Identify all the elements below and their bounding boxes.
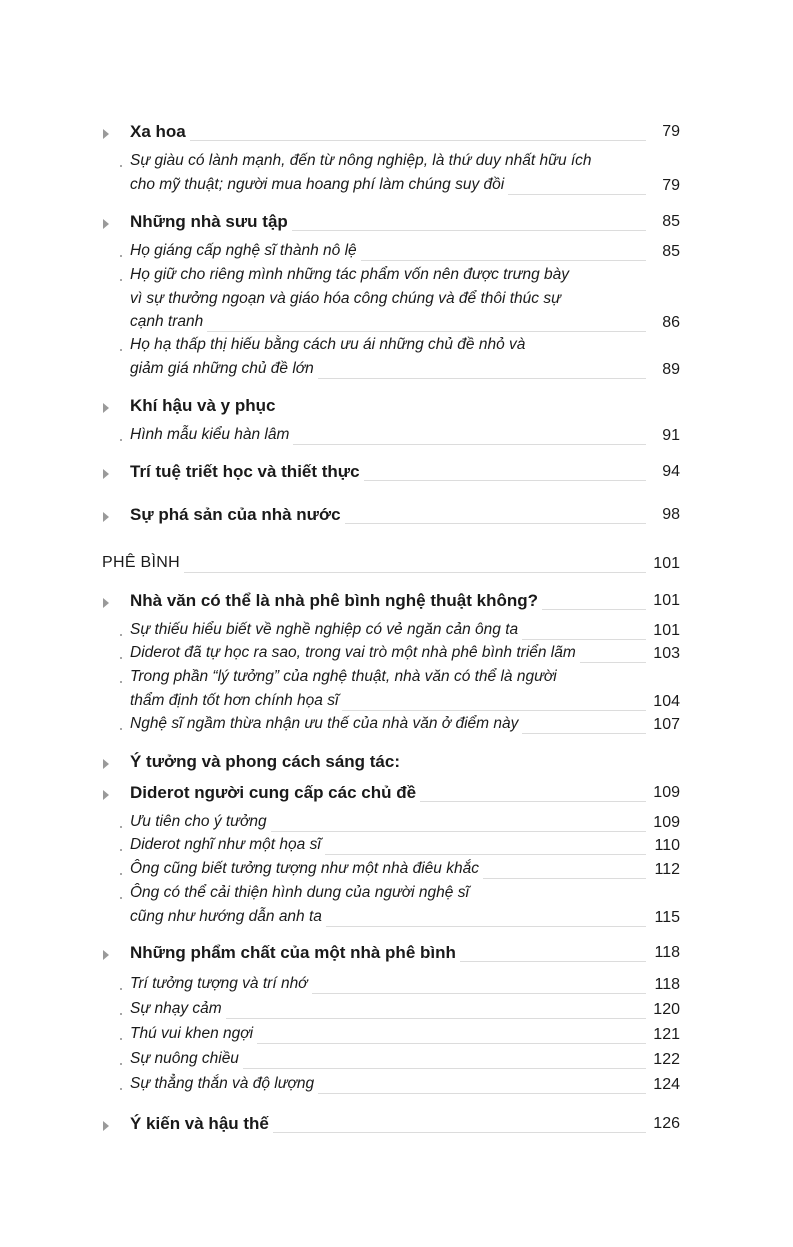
subentry-text-line: Sự thiếu hiểu biết về nghề nghiệp có vẻ ngăn cản ông ta [130,621,519,638]
leader-rule [226,1018,646,1019]
toc-subentry [130,813,680,837]
leader-rule [190,140,646,141]
toc-section [130,122,680,146]
bullet-dot-icon [120,1013,122,1015]
subentry-text-line: Sự giàu có lành mạnh, đến từ nông nghiệp, là thứ duy nhất hữu ích [130,152,592,169]
bullet-triangle-icon [103,469,109,479]
toc-subentry [130,266,680,337]
bullet-dot-icon [120,165,122,167]
toc-subentry [130,152,680,199]
subentry-text-line: Hình mẫu kiểu hàn lâm [130,426,290,443]
leader-rule [420,801,646,802]
subentry-text-line: cạnh tranh [130,313,204,330]
leader-rule [326,926,646,927]
page-number: 118 [654,944,680,961]
toc-subentry [130,668,680,715]
subentry-text-line: Ông có thể cải thiện hình dung của người nghệ sĩ [130,884,469,901]
subentry-text-line: Họ giáng cấp nghệ sĩ thành nô lệ [130,242,357,259]
page-number: 122 [653,1051,680,1068]
subentry-text-line: Họ hạ thấp thị hiếu bằng cách ưu ái những chủ đề nhỏ và [130,336,526,353]
subentry-text-line: Ưu tiên cho ý tưởng [130,813,267,830]
leader-rule [318,1093,646,1094]
bullet-dot-icon [120,279,122,281]
page-number: 85 [662,213,680,230]
toc-subentry [130,1050,680,1074]
section-title: Nhà văn có thể là nhà phê bình nghệ thuật không? [130,591,539,610]
bullet-triangle-icon [103,512,109,522]
page-number: 118 [654,976,680,993]
subentry-text-line: Sự thẳng thắn và độ lượng [130,1075,315,1092]
bullet-triangle-icon [103,129,109,139]
page-number: 107 [653,716,680,733]
section-title: Sự phá sản của nhà nước [130,505,341,524]
part-title: PHÊ BÌNH [102,554,180,571]
bullet-dot-icon [120,873,122,875]
bullet-dot-icon [120,1063,122,1065]
page-number: 115 [654,908,680,926]
subentry-text-line: Trong phần “lý tưởng” của nghệ thuật, nhà văn có thể là người [130,668,557,685]
page-number: 94 [662,463,680,480]
subentry-text-line: thẩm định tốt hơn chính họa sĩ [130,691,339,709]
toc-subentry [130,1075,680,1099]
toc-section [130,752,680,776]
bullet-dot-icon [120,634,122,636]
page-number: 104 [653,692,680,710]
section-title: Diderot người cung cấp các chủ đề [130,783,417,802]
leader-rule [243,1068,646,1069]
leader-rule [184,572,646,573]
leader-rule [325,854,646,855]
leader-rule [345,523,646,524]
subentry-text-line: Trí tưởng tượng và trí nhớ [130,975,308,992]
page-number: 120 [653,1001,680,1018]
toc-subentry [130,860,680,884]
toc-subentry [130,426,680,450]
bullet-dot-icon [120,657,122,659]
leader-rule [271,831,646,832]
page-number: 121 [653,1026,680,1043]
page-number: 86 [662,314,680,331]
section-title: Khí hậu và y phục [130,396,276,415]
leader-rule [318,378,646,379]
leader-rule [364,480,646,481]
toc-subentry [130,1000,680,1024]
toc-section [130,1114,680,1138]
page-number: 101 [653,622,680,639]
subentry-text-line: Họ giữ cho riêng mình những tác phẩm vốn nên được trưng bày [130,266,569,283]
subentry-text-line: Sự nhạy cảm [130,1000,222,1017]
subentry-text-line: vì sự thưởng ngoạn và giáo hóa công chúng và để thôi thúc sự [130,289,561,307]
bullet-dot-icon [120,1088,122,1090]
leader-rule [257,1043,646,1044]
page-number: 101 [653,555,680,572]
subentry-text-line: Sự nuông chiều [130,1050,239,1067]
bullet-dot-icon [120,988,122,990]
subentry-text-line: Diderot đã tự học ra sao, trong vai trò một nhà phê bình triển lãm [130,644,576,661]
page-number: 91 [662,427,680,444]
bullet-triangle-icon [103,598,109,608]
bullet-dot-icon [120,349,122,351]
toc-subentry [130,644,680,668]
bullet-triangle-icon [103,790,109,800]
toc-section [130,212,680,236]
bullet-dot-icon [120,897,122,899]
leader-rule [312,993,646,994]
leader-rule [293,444,646,445]
page-number: 109 [653,814,680,831]
toc-section [130,943,680,967]
bullet-dot-icon [120,439,122,441]
toc-subentry [130,1025,680,1049]
leader-rule [292,230,646,231]
toc-subentry [130,336,680,383]
toc-section [130,396,680,420]
section-title: Những nhà sưu tập [130,212,288,231]
toc-subentry [130,621,680,645]
page-number: 110 [654,837,680,854]
bullet-dot-icon [120,849,122,851]
toc-subentry [130,884,680,931]
subentry-text-line: cũng như hướng dẫn anh ta [130,907,322,925]
bullet-dot-icon [120,255,122,257]
leader-rule [207,331,646,332]
bullet-triangle-icon [103,1121,109,1131]
subentry-text-line: Diderot nghĩ như một họa sĩ [130,836,321,853]
toc-subentry [130,715,680,739]
section-title: Ý tưởng và phong cách sáng tác: [130,752,400,771]
toc-subentry [130,975,680,999]
section-title: Ý kiến và hậu thế [130,1114,269,1133]
toc-subentry [130,836,680,860]
page-number: 85 [662,243,680,260]
bullet-triangle-icon [103,403,109,413]
leader-rule [361,260,646,261]
toc-part-heading [102,554,680,578]
page-number: 98 [662,506,680,523]
page-number: 89 [662,360,680,378]
toc-subentry [130,242,680,266]
toc-section [130,462,680,486]
toc-section [130,505,680,529]
page-number: 79 [662,123,680,140]
toc-section [130,783,680,807]
page-number: 79 [662,176,680,194]
subentry-text-line: Ông cũng biết tưởng tượng như một nhà điêu khắc [130,860,479,877]
page-number: 112 [654,861,680,878]
subentry-text-line: cho mỹ thuật; người mua hoang phí làm chúng suy đồi [130,175,505,193]
bullet-dot-icon [120,826,122,828]
bullet-dot-icon [120,681,122,683]
leader-rule [460,961,646,962]
page-number: 126 [653,1115,680,1132]
page-number: 101 [653,592,680,609]
page-number: 109 [653,784,680,801]
bullet-triangle-icon [103,219,109,229]
section-title: Trí tuệ triết học và thiết thực [130,462,360,481]
section-title: Xa hoa [130,122,186,141]
subentry-text-line: giảm giá những chủ đề lớn [130,359,314,377]
bullet-triangle-icon [103,950,109,960]
section-title: Những phẩm chất của một nhà phê bình [130,943,456,962]
bullet-dot-icon [120,728,122,730]
page-number: 124 [653,1076,680,1093]
subentry-text-line: Thú vui khen ngợi [130,1025,254,1042]
toc-section [130,591,680,615]
subentry-text-line: Nghệ sĩ ngầm thừa nhận ưu thế của nhà văn ở điểm này [130,715,519,732]
leader-rule [342,710,646,711]
leader-rule [273,1132,646,1133]
bullet-dot-icon [120,1038,122,1040]
bullet-triangle-icon [103,759,109,769]
page-number: 103 [653,645,680,662]
